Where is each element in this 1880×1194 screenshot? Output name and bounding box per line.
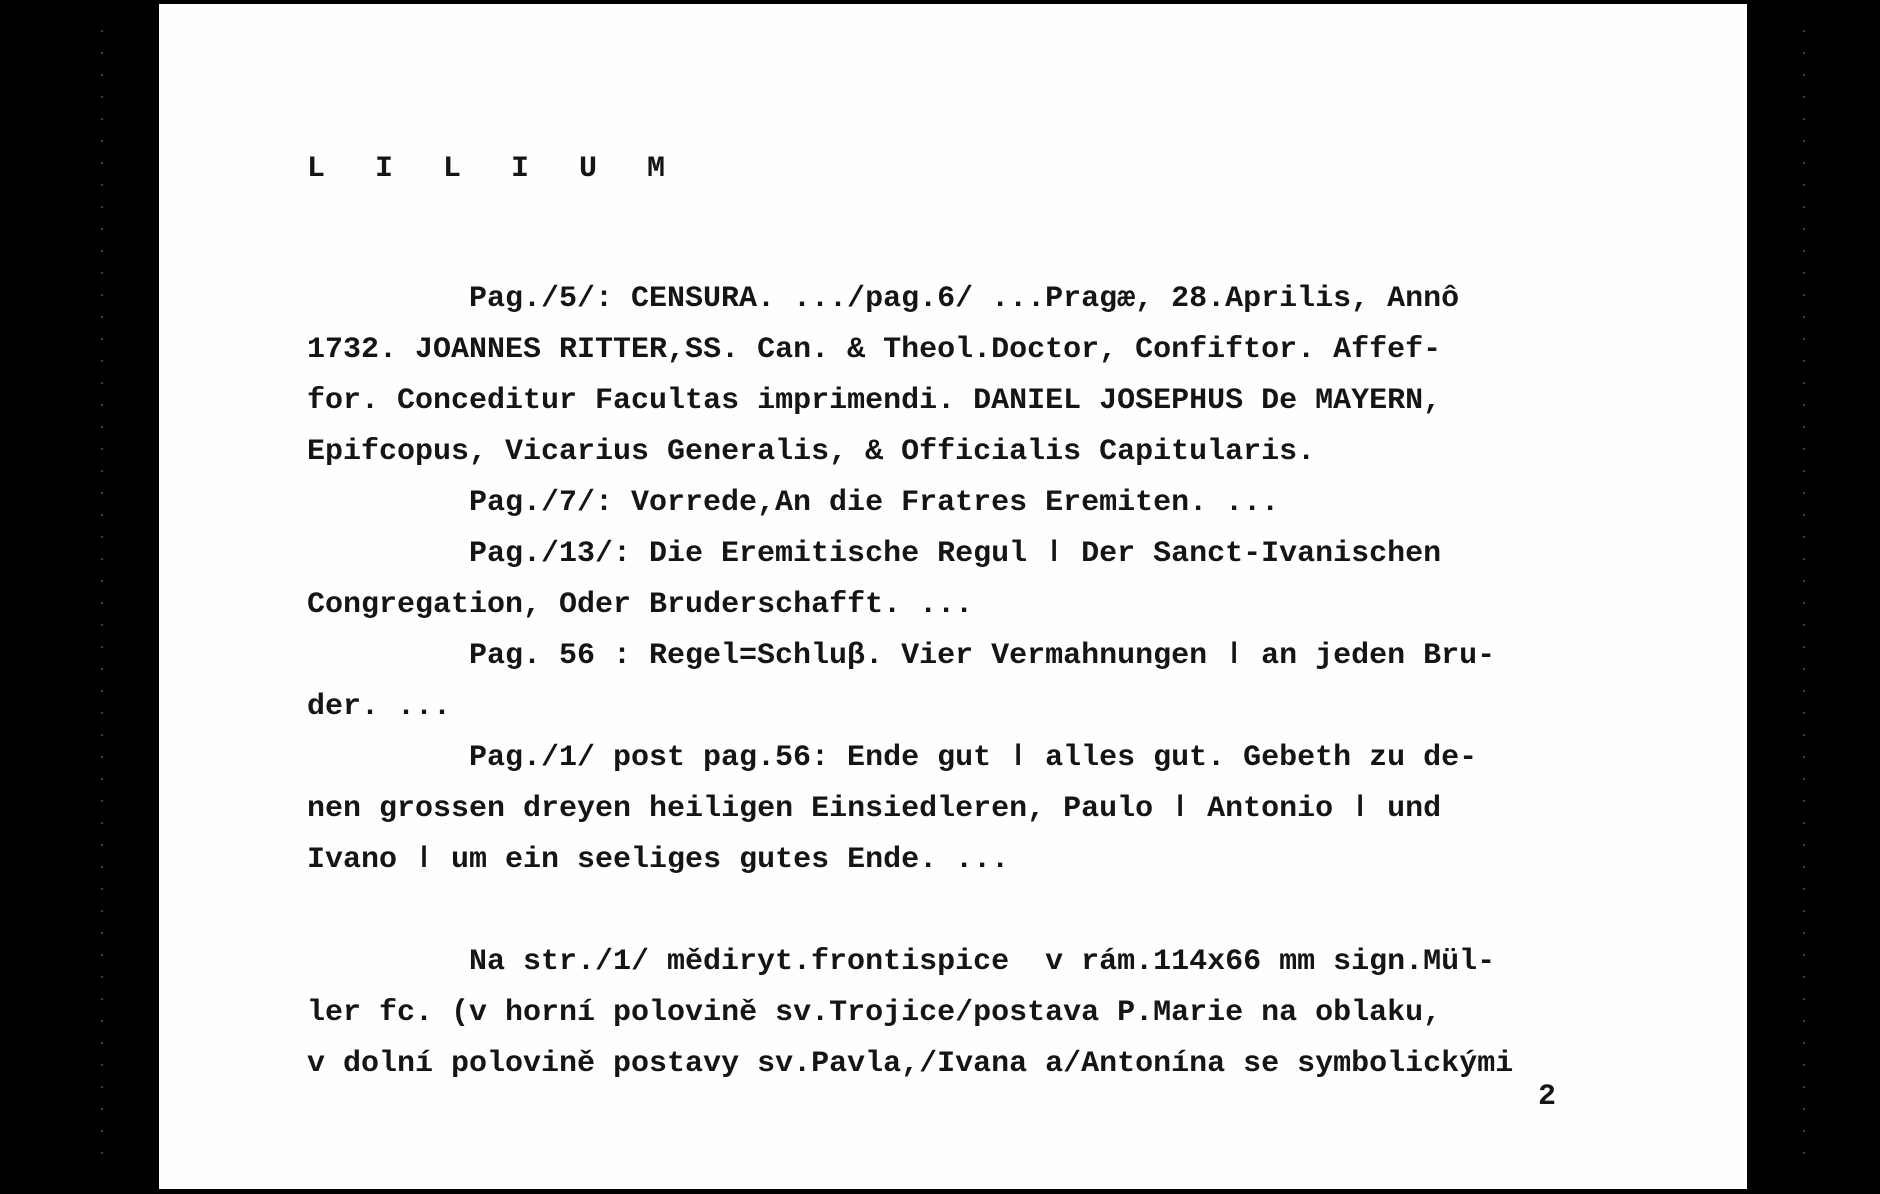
- text-line-12: Ivano ǀ um ein seeliges gutes Ende. ...: [307, 843, 1010, 877]
- text-line-2: 1732. JOANNES RITTER,SS. Can. & Theol.Doctor, Confiftor. Affef-: [307, 333, 1442, 367]
- text-line-14: ler fc. (v horní polovině sv.Trojice/postava P.Marie na oblaku,: [307, 996, 1442, 1030]
- page-number: 2: [1538, 1080, 1557, 1114]
- text-line-13: Na str./1/ mědiryt.frontispice v rám.114x66 mm sign.Mül-: [469, 945, 1496, 979]
- text-line-9: der. ...: [307, 690, 452, 724]
- text-line-4: Epifcopus, Vicarius Generalis, & Officialis Capitularis.: [307, 435, 1316, 469]
- text-line-6: Pag./13/: Die Eremitische Regul ǀ Der Sanct-Ivanischen: [469, 537, 1442, 571]
- text-line-11: nen grossen dreyen heiligen Einsiedleren, Paulo ǀ Antonio ǀ und: [307, 792, 1442, 826]
- card-title: L I L I U M: [307, 152, 682, 186]
- text-line-8: Pag. 56 : Regel=Schluβ. Vier Vermahnungen ǀ an jeden Bru-: [469, 639, 1496, 673]
- text-line-7: Congregation, Oder Bruderschafft. ...: [307, 588, 974, 622]
- card-body: [307, 274, 1607, 1090]
- text-line-5: Pag./7/: Vorrede,An die Fratres Eremiten. ...: [469, 486, 1280, 520]
- text-line-10: Pag./1/ post pag.56: Ende gut ǀ alles gut. Gebeth zu de-: [469, 741, 1478, 775]
- paragraph-gap: [307, 886, 1607, 937]
- left-scan-edge: [100, 20, 104, 1174]
- right-scan-edge: [1802, 20, 1806, 1174]
- text-line-1: Pag./5/: CENSURA. .../pag.6/ ...Pragæ, 28.Aprilis, Annô: [469, 282, 1460, 316]
- text-line-3: for. Conceditur Facultas imprimendi. DANIEL JOSEPHUS De MAYERN,: [307, 384, 1442, 418]
- catalog-card: [159, 4, 1747, 1189]
- text-line-15: v dolní polovině postavy sv.Pavla,/Ivana a/Antonína se symbolickými: [307, 1047, 1514, 1081]
